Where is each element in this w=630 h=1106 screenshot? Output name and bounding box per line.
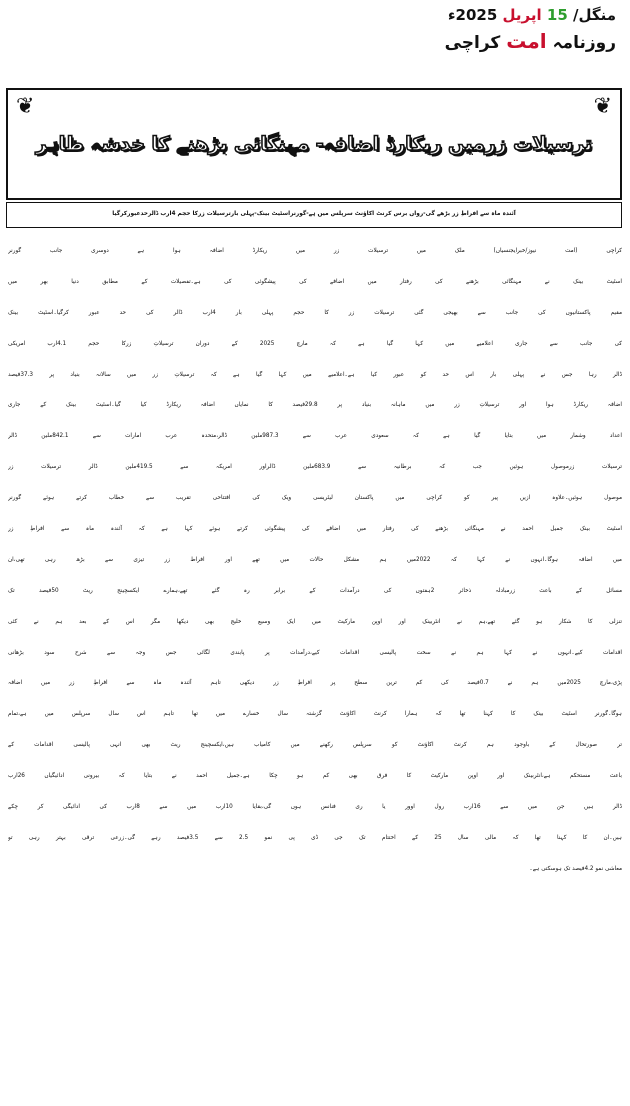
paper-prefix: روزنامہ	[552, 33, 616, 53]
headline: ترسیلات زرمیں ریکارڈ اضافہ- مہنگائی بڑھنے کا خدشہ ظاہر	[35, 133, 593, 155]
article-line: معاشی نمو 4.2فیصد تک ہوسکتی ہے۔	[529, 865, 622, 872]
masthead	[445, 4, 616, 56]
article-line: باعث مستحکم ہے،انٹربینک اور اوپن مارکیٹ کا فرق بھی کم ہو چکا ہے۔جمیل احمد نے بتایا کہ بیرونی ادائیگیاں 26ارب	[8, 773, 622, 780]
paper-city: کراچی	[444, 33, 501, 53]
article-line: میں اضافہ ہوگا۔انہوں نے کہا کہ 2022میں ہم مشکل حالات میں تھے اور افراط زر تیزی سے بڑھ رہی تھی،ان	[8, 556, 622, 563]
article-line: اضافہ ریکارڈ ہوا اور ترسیلاتِ زر میں ماہانہ بنیاد پر 29.8فیصد کا نمایاں اضافہ ریکارڈ کیا گیا۔اسٹیٹ بینک کے جاری	[8, 402, 622, 409]
subheadline: آئندہ ماہ سے افراطِ زر بڑھے گی-رواں برس کرنٹ اکاؤنٹ سرپلس میں ہے-گورنراسٹیٹ بینک-پہلی بارترسیلات زرکا حجم 4ارب ڈالرحدعبورکرگیا	[6, 202, 622, 228]
headline-box	[6, 88, 622, 200]
fleuron-ornament-icon: ❦	[593, 94, 612, 119]
article-line: ہیں۔ان کا کہنا تھا کہ مالی سال 25 کے اختتام تک جی ڈی پی نمو 2.5 سے 3.5فیصد رہے گی۔زرعی ترقی بہتر رہی تو	[8, 834, 622, 841]
article-line: ڈالر رہا جس نے پہلی بار اس حد کو عبور کیا ہے۔اعلامیے میں کہا گیا ہے کہ ترسیلاتِ زر میں سالانہ بنیاد پر 37.3فیصد	[8, 371, 622, 378]
day-number: 15	[546, 6, 568, 24]
month: اپریل	[502, 6, 542, 24]
article-line: اعداد وشمار میں بتایا گیا ہے کہ سعودی عرب سے 987.3ملین ڈالر،متحدہ عرب امارات سے 842.1ملین ڈالر	[8, 433, 622, 440]
weekday: منگل	[578, 6, 616, 24]
article-line: مقیم پاکستانیوں کی جانب سے بھیجی گئی ترسیلات زر کا حجم پہلی بار 4ارب ڈالر کی حد عبور کرگیا۔اسٹیٹ بینک	[8, 309, 622, 316]
article-line: مسائل کے باعث زرمبادلہ ذخائر 2ہفتوں کی درآمدات کے برابر رہ گئے تھے،ہمارے ایکسچینج ریٹ 50فیصد تک	[8, 587, 622, 594]
article-line: اقدامات کیے۔انہوں نے کہا ہم نے سخت پالیسی اقدامات کیے،درآمدات پر پابندی لگائی جس وجہ سے شرح سود بڑھانی	[8, 649, 622, 656]
article-line: تنزلی کا شکار ہو گئے تھے،ہم نے انٹربینک اور اوپن مارکیٹ میں ایک وسیع خلیج بھی دیکھا مگر اس کے بعد ہم نے کئی	[8, 618, 622, 625]
article-body	[8, 236, 622, 1096]
dateline: منگل/ 15 اپریل 2025ء	[447, 6, 616, 24]
year: 2025ء	[447, 6, 498, 24]
article-line: اسٹیٹ بینک نے مہنگائی بڑھنے کی رفتار میں اضافے کی پیشگوئی کی ہے۔تفصیلات کے مطابق دنیا بھر میں	[8, 278, 622, 285]
article-line: ہوگا۔گورنر اسٹیٹ بینک کا کہنا تھا کہ ہمارا کرنٹ اکاؤنٹ گزشتہ سال خسارے میں تھا تاہم اس سال سرپلس میں ہے،تمام	[8, 711, 622, 718]
article-line: موصول ہوئیں۔علاوہ ازیں پیر کو کراچی میں پاکستان لیٹریسی ویک کی افتتاحی تقریب سے خطاب کرتے ہوئے گورنر	[8, 495, 622, 502]
article-line: ترسیلات زرموصول ہوئیں جب کہ برطانیہ سے 683.9ملین ڈالراور امریکہ سے 419.5ملین ڈالر ترسیلات زر	[8, 464, 622, 471]
newspaper-name	[445, 28, 616, 56]
article-line: کراچی (امت نیوز/خبرایجنسیاں) ملک میں ترسیلات زر میں ریکارڈ اضافہ ہوا ہے دوسری جانب گورنر	[8, 248, 622, 254]
article-line: اسٹیٹ بینک جمیل احمد نے مہنگائی بڑھنے کی رفتار میں اضافے کی پیشگوئی کرتے ہوئے کہا ہے کہ آئندہ ماہ سے افراطِ زر	[8, 526, 622, 533]
article-line: ڈالر ہیں جن میں سے 16ارب رول اوور یا ری فنانس ہوں گی،بقایا 10ارب میں سے 8ارب کی ادائیگی کر چکے	[8, 804, 622, 811]
paper-title: امت	[506, 29, 547, 53]
article-line: کی جانب سے جاری اعلامیے میں کہا گیا ہے کہ مارچ 2025 کے دوران ترسیلاتِ زرکا حجم 4.1ارب امریکی	[8, 340, 622, 347]
fleuron-ornament-icon: ❦	[16, 94, 35, 119]
article-line: پڑی،مارچ 2025میں ہم نے 0.7فیصد کی کم ترین سطح پر افراطِ زر دیکھی تاہم آئندہ ماہ سے افراطِ زر میں اضافہ	[8, 680, 622, 687]
article-line: تر صورتحال کے باوجود ہم کرنٹ اکاؤنٹ کو سرپلس رکھنے میں کامیاب ہیں،ایکسچینج ریٹ بھی انہی پالیسی اقدامات کے	[8, 742, 622, 749]
